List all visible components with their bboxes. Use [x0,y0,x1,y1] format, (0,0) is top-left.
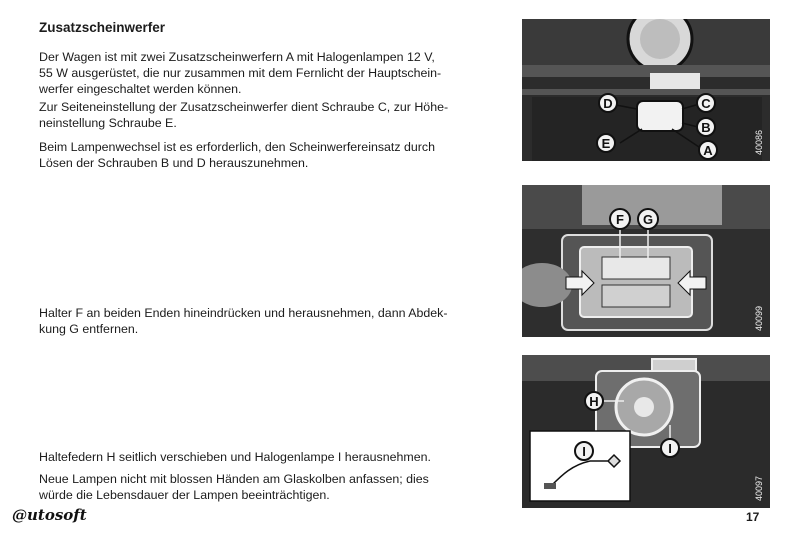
callout-label-h: H [589,394,599,409]
text-line: Neue Lampen nicht mit blossen Händen am Glaskolben anfassen; dies [39,472,429,486]
figure-1-illustration [522,19,770,161]
figure-code: 40097 [754,475,764,501]
callout-label-g: G [642,212,654,227]
text-line: kung G entfernen. [39,322,139,336]
text-line: 55 W ausgerüstet, die nur zusammen mit dem Fernlicht der Hauptschein- [39,66,442,80]
paragraph-holder-removal [39,305,479,337]
callout-label-f: F [616,212,624,227]
text-line: neinstellung Schraube E. [39,116,177,130]
figure-code: 40086 [754,129,764,155]
text-line: Haltefedern H seitlich verschieben und Halogenlampe I herausnehmen. [39,450,431,464]
text-line: Halter F an beiden Enden hineindrücken und herausnehmen, dann Abdek- [39,306,448,320]
figure-auxiliary-headlamp-photo [522,19,770,161]
paragraph-lamp-change [39,139,479,171]
text-line: Der Wagen ist mit zwei Zusatzscheinwerfern A mit Halogenlampen 12 V, [39,50,435,64]
callout-label-c: C [701,96,711,111]
callout-label-d: D [603,96,613,111]
text-line: Beim Lampenwechsel ist es erforderlich, den Scheinwerfereinsatz durch [39,140,436,154]
text-line: Lösen der Schrauben B und D herauszunehmen. [39,156,309,170]
autosoft-logo: @utosoft [12,506,87,524]
paragraph-handling-warning [39,471,479,503]
figure-bulb-removal-photo [522,355,770,508]
callout-label-e: E [601,136,611,151]
text-line: Zur Seiteneinstellung der Zusatzscheinwerfer dient Schraube C, zur Höhe- [39,100,449,114]
callout-label-i: I [668,441,672,456]
figure-holder-removal-photo [522,185,770,337]
paragraph-auxiliary-lamps-intro [39,49,479,97]
figure-code: 40099 [754,305,764,331]
paragraph-adjustment [39,99,479,131]
page-number: 17 [746,510,760,524]
figure-2-illustration [522,185,770,337]
callout-label-a: A [703,143,713,158]
text-line: würde die Lebensdauer der Lampen beeinträchtigen. [39,488,330,502]
callout-label-b: B [701,120,711,135]
section-heading: Zusatzscheinwerfer [39,20,166,35]
callout-label-i-inset: I [582,444,586,459]
figure-3-illustration [522,355,770,508]
text-line: werfer eingeschaltet werden können. [39,82,242,96]
paragraph-spring-release [39,449,479,465]
